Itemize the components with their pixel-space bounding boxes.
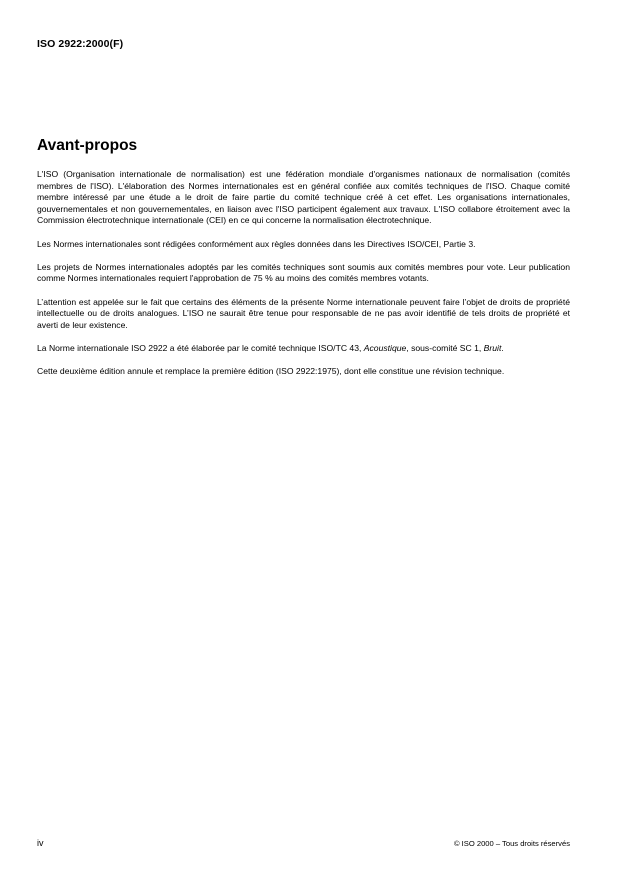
paragraph-committee bbox=[37, 343, 570, 355]
committee-name: Acoustique bbox=[363, 342, 407, 353]
paragraph-voting: Les projets de Normes internationales adoptés par les comités techniques sont soumis aux comités membres pour vote. Leur publication comme Normes internationales requiert l'approbation de 75 % au moins des comités membres votants. bbox=[37, 261, 570, 284]
copyright-notice: © ISO 2000 – Tous droits réservés bbox=[453, 839, 570, 848]
document-code: ISO 2922:2000(F) bbox=[37, 38, 124, 50]
paragraph-patent-rights: L’attention est appelée sur le fait que certains des éléments de la présente Norme internationale peuvent faire l’objet de droits de propriété intellectuelle ou de droits analogues. L’ISO ne saurait être tenue pour responsable de ne pas avoir identifié de tels droits de propriété et averti de leur existence. bbox=[37, 296, 570, 330]
paragraph-organisation: L'ISO (Organisation internationale de normalisation) est une fédération mondiale d'organismes nationaux de normalisation (comités membres de l'ISO). L'élaboration des Normes internationales est en général confiée aux comités techniques de l'ISO. Chaque comité membre intéressé par une étude a le droit de faire partie du comité technique créé à cet effet. Les organisations internationales, gouvernementales et non gouvernementales, en liaison avec l'ISO participent également aux travaux. L'ISO collabore étroitement avec la Commission électrotechnique internationale (CEI) en ce qui concerne la normalisation électrotechnique. bbox=[37, 169, 570, 226]
foreword-body bbox=[37, 169, 570, 389]
paragraph-directives: Les Normes internationales sont rédigées conformément aux règles données dans les Directives ISO/CEI, Partie 3. bbox=[37, 238, 476, 249]
committee-text-start: La Norme internationale ISO 2922 a été élaborée par le comité technique ISO/TC 43, bbox=[37, 342, 364, 353]
subcommittee-name: Bruit bbox=[483, 342, 502, 353]
section-title: Avant-propos bbox=[37, 137, 138, 154]
committee-text-middle: , sous-comité SC 1, bbox=[406, 342, 484, 353]
page-number: iv bbox=[37, 838, 44, 848]
paragraph-edition: Cette deuxième édition annule et remplace la première édition (ISO 2922:1975), dont elle constitue une révision technique. bbox=[37, 366, 505, 377]
committee-text-end: . bbox=[501, 342, 504, 353]
